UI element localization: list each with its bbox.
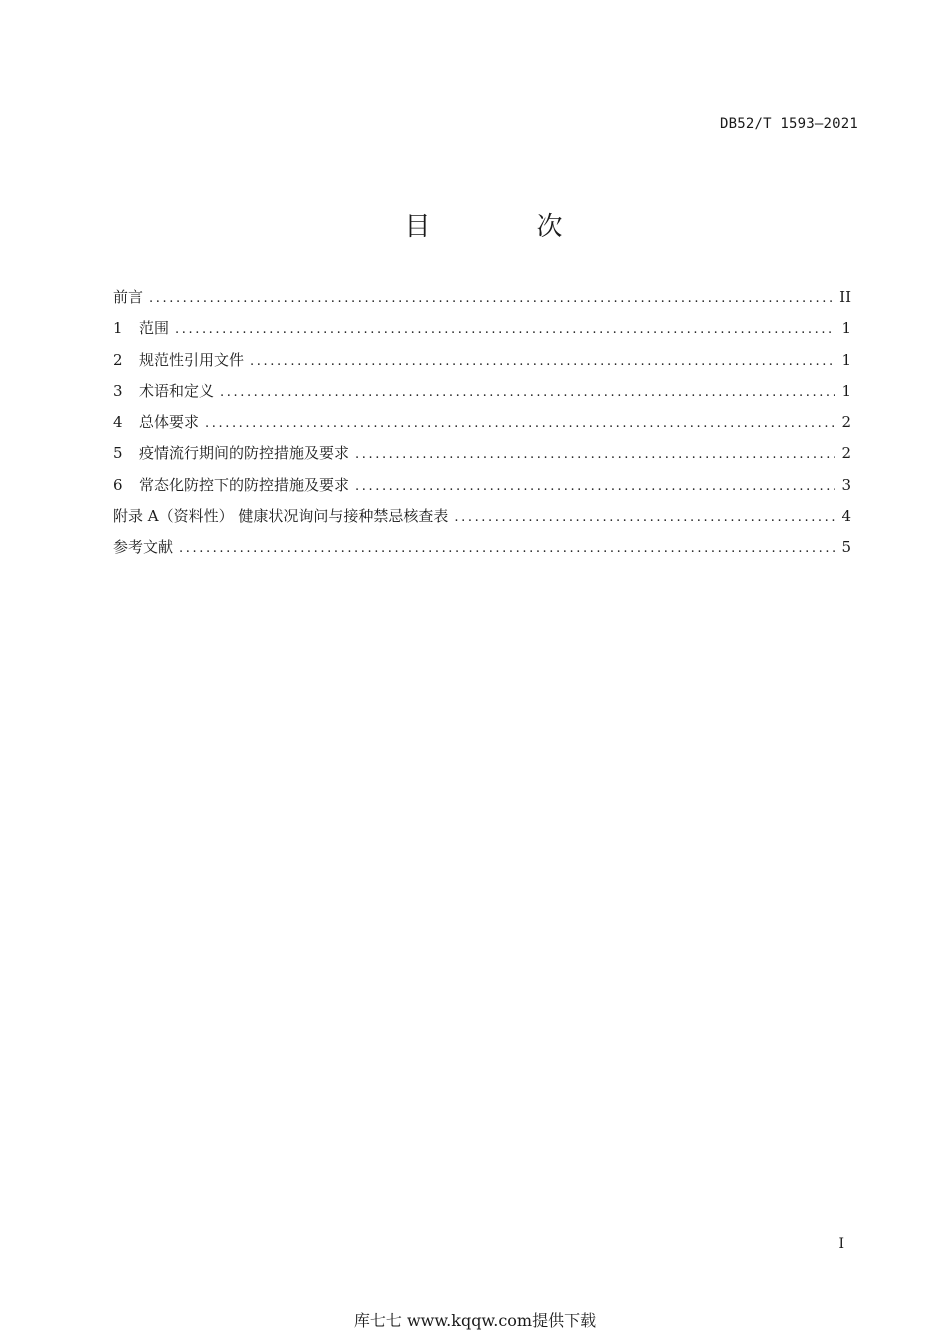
- toc-entry-number: 2: [113, 350, 123, 369]
- toc-entry-terms-definitions[interactable]: [113, 380, 851, 411]
- table-of-contents: [113, 286, 851, 568]
- toc-leader-dots: [175, 322, 835, 337]
- toc-leader-dots: [179, 541, 835, 556]
- document-code: DB52/T 1593—2021: [719, 116, 858, 132]
- toc-entry-number: 1: [113, 319, 123, 338]
- toc-entry-label: 参考文献: [113, 538, 174, 557]
- toc-entry-general-requirements[interactable]: [113, 411, 851, 442]
- toc-entry-page: 1: [841, 319, 851, 338]
- toc-entry-routine-measures[interactable]: [113, 474, 851, 505]
- toc-entry-normative-references[interactable]: [113, 349, 851, 380]
- page-title: 目 次: [404, 212, 603, 242]
- toc-entry-label: 附录 A（资料性） 健康状况询问与接种禁忌核查表: [113, 507, 449, 526]
- toc-entry-label: 总体要求: [139, 413, 200, 432]
- toc-entry-page: 1: [841, 350, 851, 369]
- toc-entry-bibliography[interactable]: [113, 536, 851, 567]
- toc-entry-label: 范围: [139, 319, 170, 338]
- toc-entry-label: 术语和定义: [139, 381, 215, 400]
- toc-entry-label: 疫情流行期间的防控措施及要求: [139, 444, 350, 463]
- toc-leader-dots: [355, 479, 835, 494]
- toc-entry-page: 2: [841, 413, 851, 432]
- toc-entry-number: 5: [113, 444, 123, 463]
- toc-entry-epidemic-measures[interactable]: [113, 442, 851, 473]
- toc-entry-label: 常态化防控下的防控措施及要求: [139, 475, 350, 494]
- toc-leader-dots: [355, 447, 835, 462]
- toc-entry-page: 4: [841, 507, 851, 526]
- toc-entry-number: 4: [113, 413, 123, 432]
- toc-entry-page: 1: [841, 381, 851, 400]
- toc-entry-number: 6: [113, 475, 123, 494]
- toc-entry-page: 2: [841, 444, 851, 463]
- toc-entry-page: 3: [841, 475, 851, 494]
- toc-leader-dots: [454, 510, 835, 525]
- toc-leader-dots: [250, 354, 835, 369]
- toc-leader-dots: [205, 416, 835, 431]
- page-number: I: [838, 1236, 844, 1252]
- download-footer: 库七七 www.kqqw.com提供下载: [353, 1311, 597, 1330]
- toc-entry-foreword[interactable]: [113, 286, 851, 317]
- toc-entry-appendix-a[interactable]: [113, 505, 851, 536]
- toc-entry-page: 5: [841, 538, 851, 557]
- toc-leader-dots: [149, 291, 833, 306]
- toc-entry-page: II: [839, 288, 851, 306]
- toc-leader-dots: [220, 385, 835, 400]
- toc-entry-number: 3: [113, 381, 123, 400]
- toc-entry-scope[interactable]: [113, 317, 851, 348]
- toc-entry-label: 规范性引用文件: [139, 350, 245, 369]
- toc-entry-label: 前言: [113, 288, 144, 306]
